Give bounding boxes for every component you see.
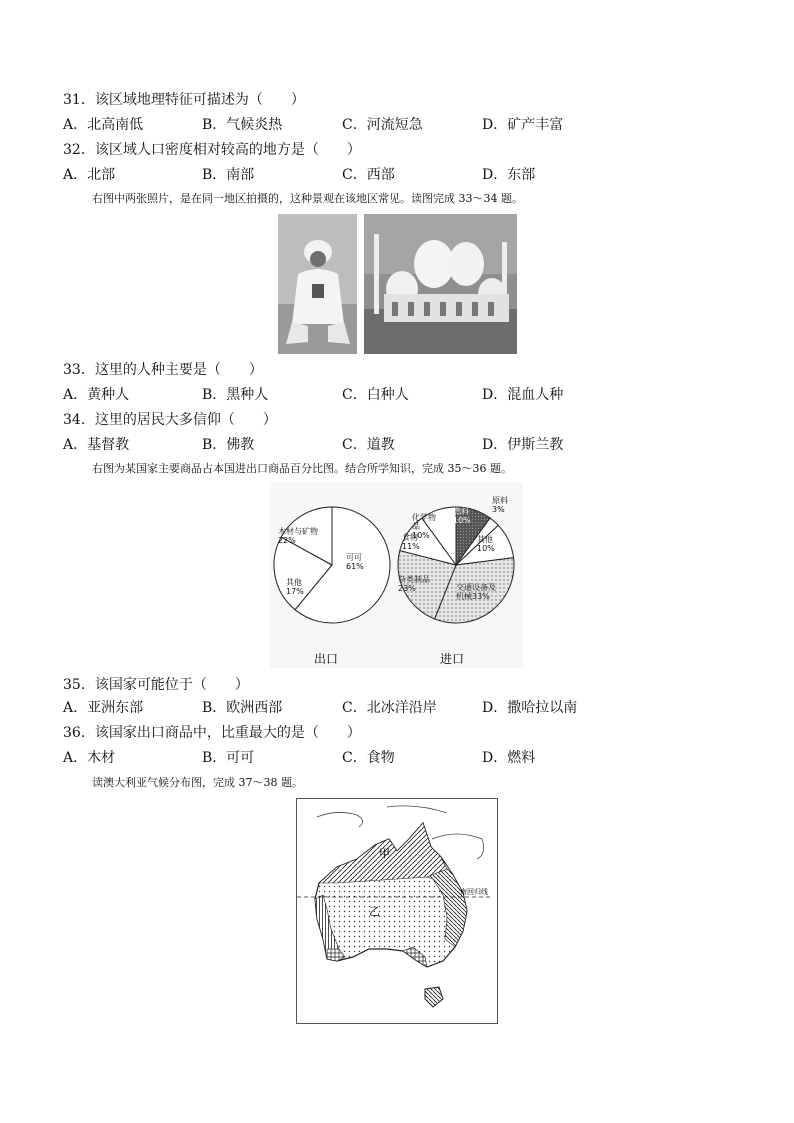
q35-option-b[interactable]: B．欧洲西部: [202, 700, 283, 716]
australia-climate-map: [296, 798, 498, 1024]
q31-option-c[interactable]: C．河流短急: [342, 117, 423, 133]
q32-option-b[interactable]: B．南部: [202, 167, 255, 183]
region-jia-label: 甲: [379, 847, 390, 860]
pie-label-原料: 原料 3%: [492, 496, 508, 514]
q31-option-b[interactable]: B．气候炎热: [202, 117, 283, 133]
pie-label-食物: 食物 11%: [402, 533, 420, 551]
q35-stem: 35．该国家可能位于（ ）: [63, 677, 249, 693]
q31-option-a[interactable]: A．北高南低: [63, 117, 144, 133]
q35-option-c[interactable]: C．北冰洋沿岸: [342, 700, 437, 716]
q32-option-c[interactable]: C．西部: [342, 167, 395, 183]
pie-label-燃料: 燃料 10%: [453, 507, 471, 525]
import-title: 进口: [440, 652, 465, 666]
q35-option-d[interactable]: D．撒哈拉以南: [482, 700, 578, 716]
intro-37-38: 读澳大利亚气候分布图，完成 37～38 题。: [92, 776, 303, 789]
man-photo: [278, 214, 357, 354]
pie-label-木材与矿物: 木材与矿物 22%: [278, 527, 318, 545]
q36-option-b[interactable]: B．可可: [202, 750, 255, 766]
pie-label-化学物品: 化学物品 10%: [412, 513, 436, 540]
q35-option-a[interactable]: A．亚洲东部: [63, 700, 144, 716]
pie-label-杂类制品: 杂类制品 23%: [398, 575, 430, 593]
pie-label-交通设备及机械: 交通设备及机械33%: [456, 583, 496, 601]
mosque-photo: [364, 214, 517, 354]
q33-option-c[interactable]: C．白种人: [342, 387, 409, 403]
q32-option-a[interactable]: A．北部: [63, 167, 116, 183]
q36-option-a[interactable]: A．木材: [63, 750, 116, 766]
intro-35-36: 右图为某国家主要商品占本国进出口商品百分比图。结合所学知识，完成 35～36 题。: [92, 462, 512, 475]
intro-33-34: 右图中两张照片，是在同一地区拍摄的，这种景观在该地区常见。读图完成 33～34 题。: [92, 192, 523, 205]
q33-option-d[interactable]: D．混血人种: [482, 387, 564, 403]
region-yi-label: 乙: [369, 905, 380, 918]
q34-option-b[interactable]: B．佛教: [202, 437, 255, 453]
export-title: 出口: [314, 652, 339, 666]
trade-pie-svg: [270, 482, 523, 668]
q32-option-d[interactable]: D．东部: [482, 167, 536, 183]
export-pie: [274, 507, 390, 623]
tropic-label: 南回归线: [460, 888, 488, 896]
pie-label-可可: 可可 61%: [346, 553, 364, 571]
q33-option-a[interactable]: A．黄种人: [63, 387, 130, 403]
q34-option-c[interactable]: C．道教: [342, 437, 395, 453]
q34-option-a[interactable]: A．基督教: [63, 437, 130, 453]
pie-label-其他: 其他 17%: [286, 578, 304, 596]
q32-stem: 32．该区域人口密度相对较高的地方是（ ）: [63, 142, 361, 158]
q33-option-b[interactable]: B．黑种人: [202, 387, 269, 403]
q34-option-d[interactable]: D．伊斯兰教: [482, 437, 564, 453]
trade-pie-charts: [270, 482, 523, 668]
q36-stem: 36．该国家出口商品中，比重最大的是（ ）: [63, 725, 361, 741]
q34-stem: 34．这里的居民大多信仰（ ）: [63, 412, 277, 428]
q36-option-c[interactable]: C．食物: [342, 750, 395, 766]
q33-stem: 33．这里的人种主要是（ ）: [63, 362, 263, 378]
q31-stem: 31．该区域地理特征可描述为（ ）: [63, 92, 305, 108]
australia-map-svg: [297, 799, 497, 1023]
q31-option-d[interactable]: D．矿产丰富: [482, 117, 564, 133]
pie-label-其他: 其他 10%: [477, 535, 495, 553]
q36-option-d[interactable]: D．燃料: [482, 750, 536, 766]
